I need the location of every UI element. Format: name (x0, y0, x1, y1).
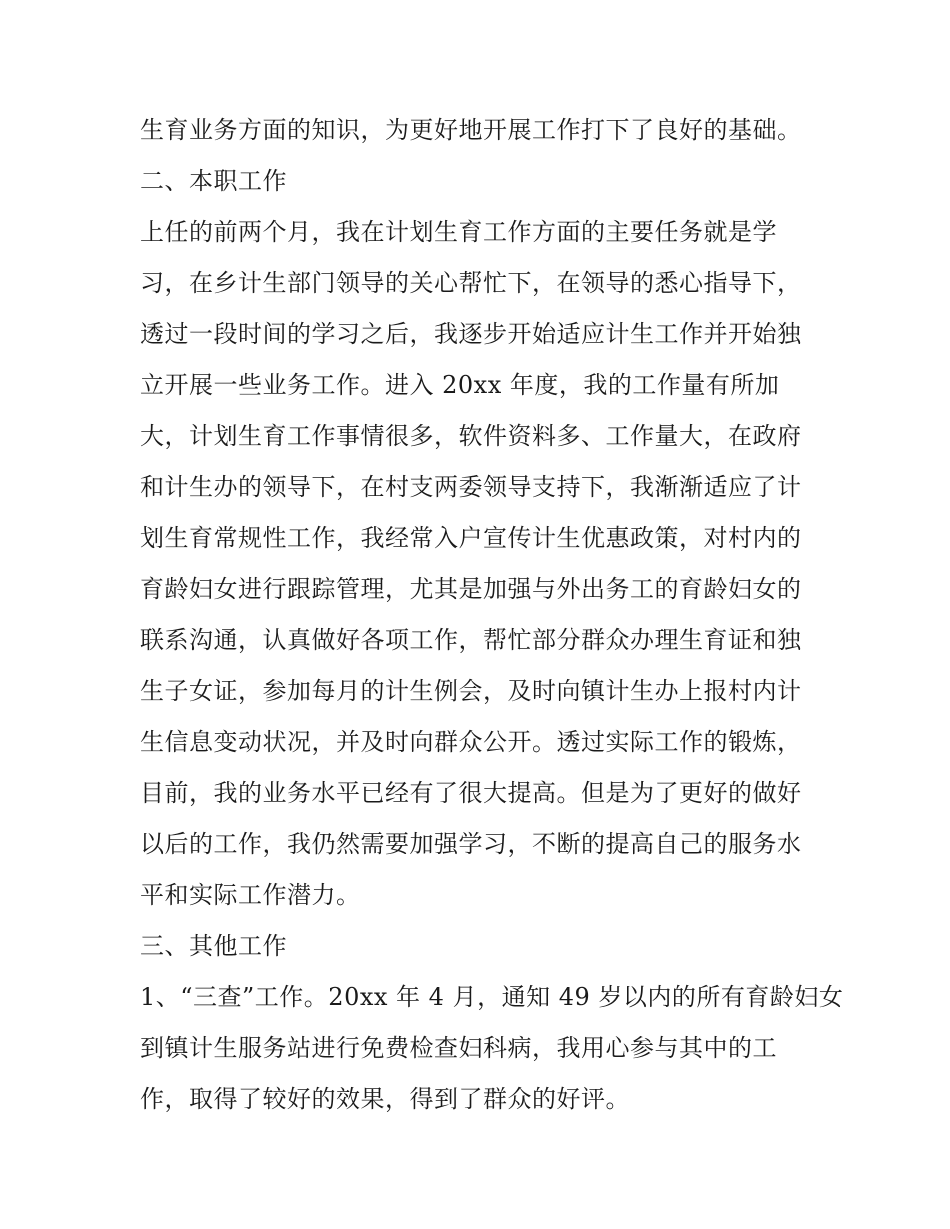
paragraph-line: 划生育常规性工作，我经常入户宣传计生优惠政策，对村内的 (140, 524, 802, 552)
paragraph-line: 到镇计生服务站进行免费检查妇科病，我用心参与其中的工 (140, 1034, 777, 1062)
paragraph-line: 习，在乡计生部门领导的关心帮忙下，在领导的悉心指导下， (140, 269, 802, 297)
body-text (140, 105, 844, 1125)
paragraph-line: 育龄妇女进行跟踪管理，尤其是加强与外出务工的育龄妇女的 (140, 575, 802, 603)
paragraph-line: 上任的前两个月，我在计划生育工作方面的主要任务就是学 (140, 218, 777, 246)
section-heading-other: 三、其他工作 (140, 932, 287, 960)
paragraph-line: 作，取得了较好的效果，得到了群众的好评。 (140, 1085, 630, 1113)
paragraph-line: 1、“三查”工作。20xx 年 4 月，通知 49 岁以内的所有育龄妇女 (140, 983, 844, 1011)
paragraph-line: 目前，我的业务水平已经有了很大提高。但是为了更好的做好 (140, 779, 802, 807)
paragraph-line: 和计生办的领导下，在村支两委领导支持下，我渐渐适应了计 (140, 473, 802, 501)
paragraph-line: 大，计划生育工作事情很多，软件资料多、工作量大，在政府 (140, 422, 802, 450)
paragraph-line: 生育业务方面的知识，为更好地开展工作打下了良好的基础。 (140, 116, 802, 144)
paragraph-line: 生信息变动状况，并及时向群众公开。透过实际工作的锻炼， (140, 728, 802, 756)
paragraph-line: 联系沟通，认真做好各项工作，帮忙部分群众办理生育证和独 (140, 626, 802, 654)
paragraph-line: 立开展一些业务工作。进入 20xx 年度，我的工作量有所加 (140, 371, 780, 399)
paragraph-line: 平和实际工作潜力。 (140, 881, 361, 909)
paragraph-line: 生子女证，参加每月的计生例会，及时向镇计生办上报村内计 (140, 677, 802, 705)
paragraph-line: 以后的工作，我仍然需要加强学习，不断的提高自己的服务水 (140, 830, 802, 858)
paragraph-line: 透过一段时间的学习之后，我逐步开始适应计生工作并开始独 (140, 320, 802, 348)
section-heading-duties: 二、本职工作 (140, 167, 287, 195)
